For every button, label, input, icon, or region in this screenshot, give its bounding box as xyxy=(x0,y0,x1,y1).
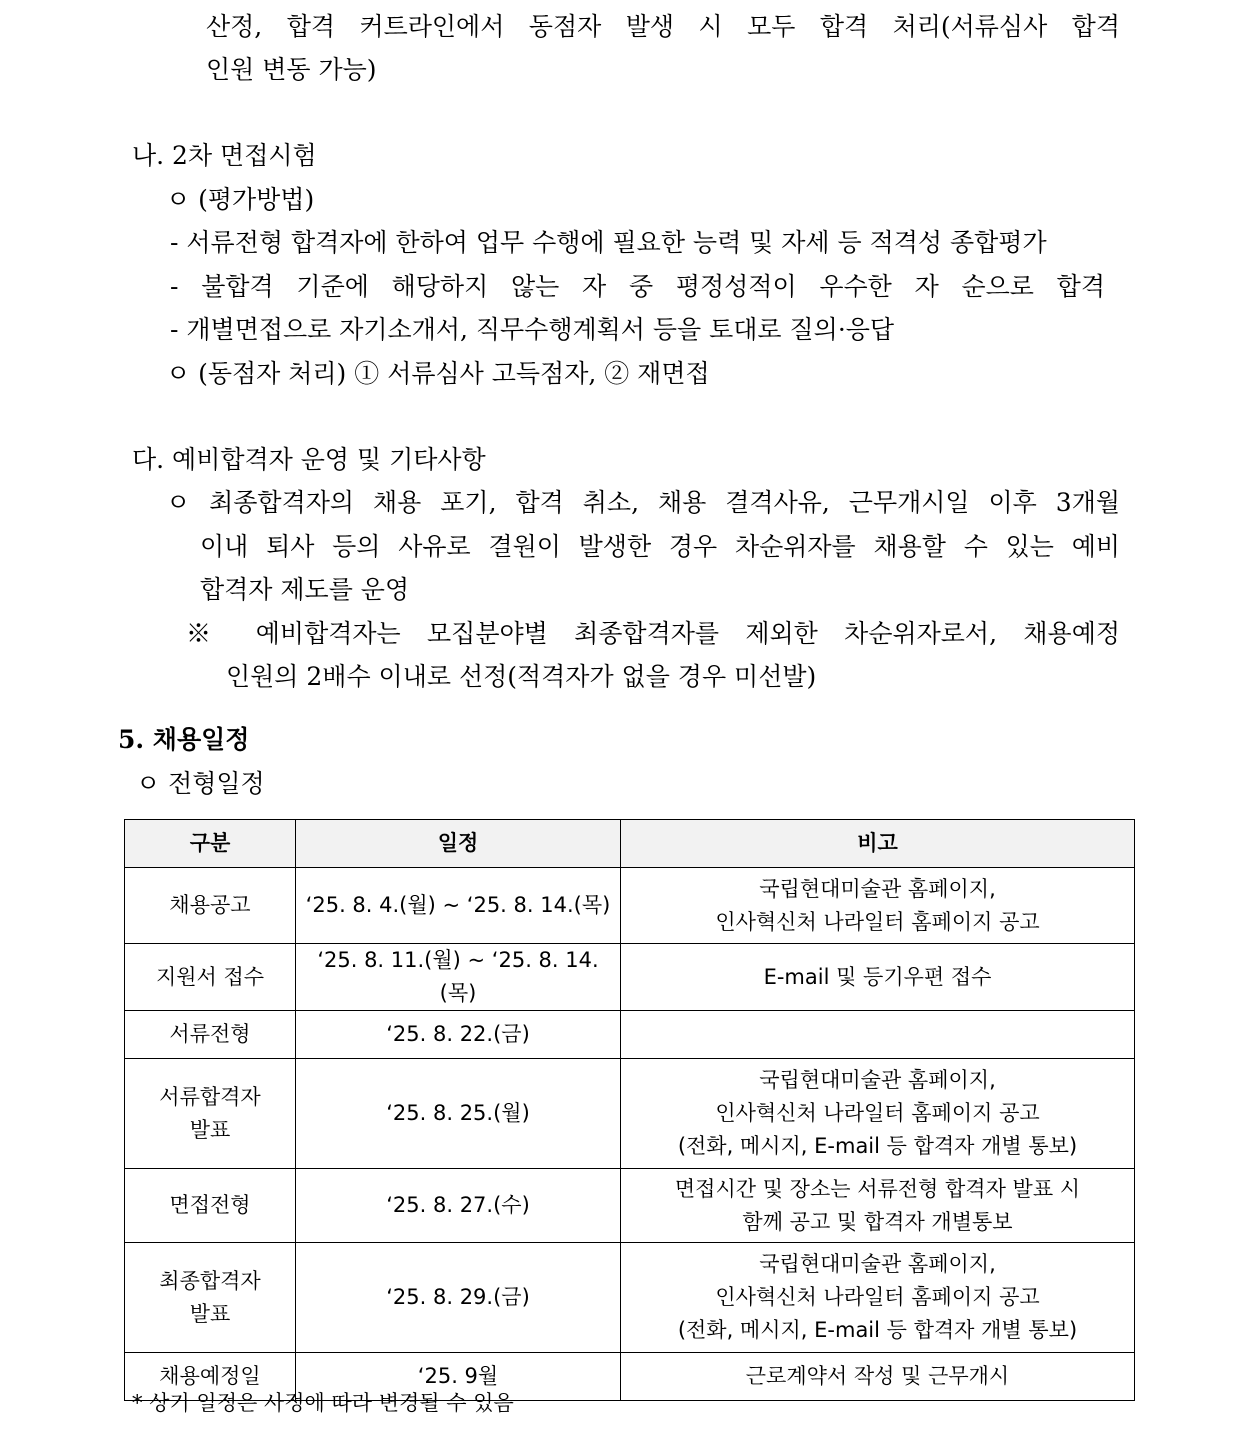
reserve-bullet-line2: 이내 퇴사 등의 사유로 결원이 발생한 경우 차순위자를 채용할 수 있는 예비 xyxy=(200,532,1120,561)
row-note-line: 인사혁신처 나라일터 홈페이지 공고 xyxy=(715,1101,1040,1125)
reserve-bullet-line3: 합격자 제도를 운영 xyxy=(200,575,410,604)
row-note-line: 국립현대미술관 홈페이지, xyxy=(759,1252,996,1276)
row-note-line: 국립현대미술관 홈페이지, xyxy=(759,1068,996,1092)
row-date: ‘25. 8. 25.(월) xyxy=(296,1059,621,1169)
row-category-line: 지원서 접수 xyxy=(155,964,265,989)
evaluation-item-3: - 개별면접으로 자기소개서, 직무수행계획서 등을 토대로 질의·응답 xyxy=(170,315,895,344)
row-category xyxy=(125,1059,296,1169)
schedule-subheading: ㅇ 전형일정 xyxy=(136,769,265,798)
section-da-heading: 다. 예비합격자 운영 및 기타사항 xyxy=(132,445,486,474)
row-category-line: 채용예정일 xyxy=(159,1364,261,1388)
row-category xyxy=(125,1011,296,1059)
interview-tiebreak: ㅇ (동점자 처리) ① 서류심사 고득점자, ② 재면접 xyxy=(166,359,710,388)
row-category-line: 면접전형 xyxy=(169,1193,251,1217)
schedule-header-row xyxy=(125,820,1135,868)
row-date: ‘25. 8. 22.(금) xyxy=(296,1011,621,1059)
row-note-line: 인사혁신처 나라일터 홈페이지 공고 xyxy=(715,909,1040,934)
row-note-line: 근로계약서 작성 및 근무개시 xyxy=(745,1364,1010,1388)
row-note xyxy=(621,1011,1135,1059)
table-row xyxy=(125,1059,1135,1169)
row-date: ‘25. 8. 4.(월) ~ ‘25. 8. 14.(목) xyxy=(296,868,621,944)
row-note-line: 함께 공고 및 합격자 개별통보 xyxy=(742,1209,1013,1234)
header-category: 구분 xyxy=(125,820,296,868)
row-note-line: E-mail 및 등기우편 접수 xyxy=(763,964,992,989)
row-note xyxy=(621,944,1135,1011)
row-note xyxy=(621,868,1135,944)
row-category xyxy=(125,1169,296,1243)
row-category-line: 채용공고 xyxy=(169,893,251,917)
header-note: 비고 xyxy=(621,820,1135,868)
reserve-note-line1: ※ 예비합격자는 모집분야별 최종합격자를 제외한 차순위자로서, 채용예정 xyxy=(186,619,1120,648)
reserve-note-line2: 인원의 2배수 이내로 선정(적격자가 없을 경우 미선발) xyxy=(226,662,817,691)
evaluation-method-label: ㅇ (평가방법) xyxy=(166,185,315,214)
row-note-line: (전화, 메시지, E-mail 등 합격자 개별 통보) xyxy=(677,1134,1078,1158)
row-note-line: (전화, 메시지, E-mail 등 합격자 개별 통보) xyxy=(677,1318,1078,1342)
row-category xyxy=(125,1243,296,1353)
table-row xyxy=(125,1011,1135,1059)
row-category-line: 발표 xyxy=(189,1117,231,1142)
row-category xyxy=(125,868,296,944)
section-na-heading: 나. 2차 면접시험 xyxy=(132,141,317,170)
table-row xyxy=(125,1169,1135,1243)
row-note xyxy=(621,1059,1135,1169)
row-note-line: 국립현대미술관 홈페이지, xyxy=(759,876,996,901)
row-note xyxy=(621,1169,1135,1243)
row-category-line: 서류합격자 xyxy=(159,1084,261,1109)
footnote: * 상기 일정은 사정에 따라 변경될 수 있음 xyxy=(132,1391,514,1415)
section-5-heading: 5. 채용일정 xyxy=(118,725,250,754)
tiebreak-continuation-line1: 산정, 합격 커트라인에서 동점자 발생 시 모두 합격 처리(서류심사 합격 xyxy=(206,12,1120,41)
table-row xyxy=(125,1243,1135,1353)
row-category-line: 최종합격자 xyxy=(159,1268,261,1293)
header-date: 일정 xyxy=(296,820,621,868)
reserve-bullet-line1: ㅇ 최종합격자의 채용 포기, 합격 취소, 채용 결격사유, 근무개시일 이후 3개월 xyxy=(166,488,1120,517)
tiebreak-continuation-line2: 인원 변동 가능) xyxy=(206,55,377,84)
row-category-line: 서류전형 xyxy=(169,1022,251,1046)
row-date: ‘25. 8. 27.(수) xyxy=(296,1169,621,1243)
row-note xyxy=(621,1353,1135,1401)
evaluation-item-1: - 서류전형 합격자에 한하여 업무 수행에 필요한 능력 및 자세 등 적격성 종합평가 xyxy=(170,228,1047,257)
row-category-line: 발표 xyxy=(189,1301,231,1326)
table-row xyxy=(125,944,1135,1011)
row-category xyxy=(125,944,296,1011)
table-row xyxy=(125,868,1135,944)
row-date: ‘25. 8. 29.(금) xyxy=(296,1243,621,1353)
row-note-line: 인사혁신처 나라일터 홈페이지 공고 xyxy=(715,1285,1040,1309)
row-date: ‘25. 8. 11.(월) ~ ‘25. 8. 14.(목) xyxy=(296,944,621,1011)
row-note xyxy=(621,1243,1135,1353)
schedule-table xyxy=(124,819,1135,1401)
evaluation-item-2: - 불합격 기준에 해당하지 않는 자 중 평정성적이 우수한 자 순으로 합격 xyxy=(170,272,1105,301)
row-date: ‘25. 9월 xyxy=(296,1353,621,1401)
row-note-line: 면접시간 및 장소는 서류전형 합격자 발표 시 xyxy=(674,1176,1081,1201)
